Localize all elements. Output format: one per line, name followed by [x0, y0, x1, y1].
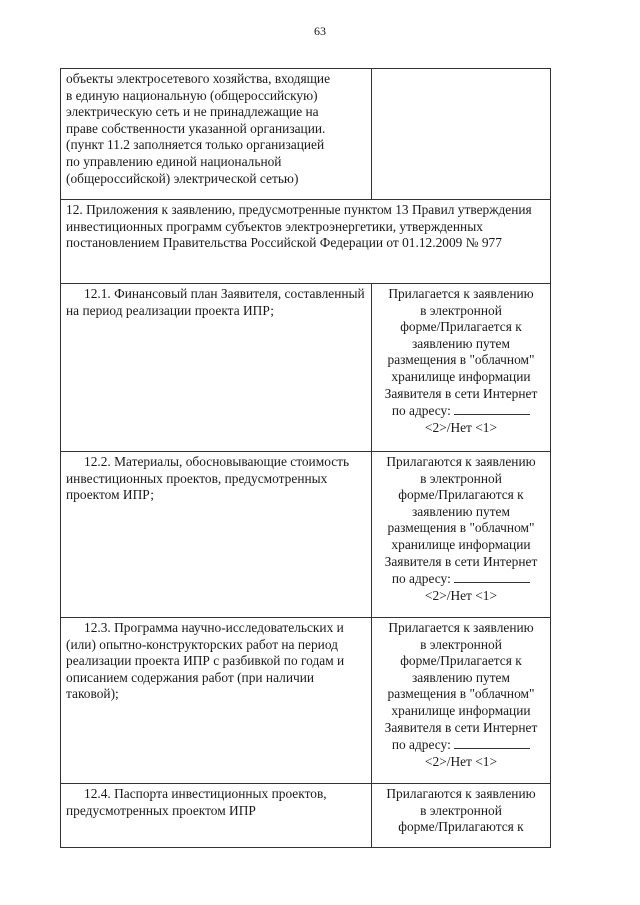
address-blank [454, 402, 530, 415]
status-line: <2>/Нет <1> [424, 753, 498, 769]
status-line: Заявителя в сети Интернет [384, 553, 538, 569]
status-line: размещения в "облачном" [387, 686, 535, 702]
status-line: в электронной [420, 470, 502, 486]
text-line: (пункт 11.2 заполняется только организацией [66, 137, 325, 153]
text-line: электрическую сеть и не принадлежащие на [66, 104, 319, 120]
address-line [377, 736, 545, 754]
status-line: Прилагается к заявлению [388, 286, 534, 301]
status-line: форме/Прилагаются к [398, 819, 524, 835]
table-row [61, 284, 551, 452]
item-description: 12.2. Материалы, обосновывающие стоимость инвестиционных проектов, предусмотренных проектом ИПР; [61, 452, 372, 618]
item-status [372, 784, 551, 848]
status-line: заявлению путем [412, 335, 510, 351]
section-12-heading: 12. Приложения к заявлению, предусмотренные пунктом 13 Правил утверждения инвестиционных программ субъектов электроэнергетики, утвержденных постановлением Правительства Российской Федерации от 01.12.2009 № 977 [61, 200, 551, 284]
status-line: размещения в "облачном" [387, 520, 535, 536]
address-label: по адресу: [391, 737, 451, 753]
page-number: 63 [314, 24, 326, 38]
status-line: заявлению путем [412, 669, 510, 685]
status-line: Заявителя в сети Интернет [384, 385, 538, 401]
table-row [61, 452, 551, 618]
continuation-cell [61, 69, 372, 200]
item-description: 12.3. Программа научно-исследовательских и (или) опытно-конструкторских работ на период реализации проекта ИПР с разбивкой по годам и описанием содержания работ (при наличии таковой); [61, 618, 372, 784]
status-line: <2>/Нет <1> [424, 419, 498, 435]
address-blank [454, 570, 530, 583]
status-line: в электронной [420, 636, 502, 652]
item-description: 12.4. Паспорта инвестиционных проектов, предусмотренных проектом ИПР [61, 784, 372, 848]
status-line: Прилагаются к заявлению [386, 786, 536, 801]
text-line: объекты электросетевого хозяйства, входящие [66, 71, 331, 86]
status-line: Заявителя в сети Интернет [384, 719, 538, 735]
status-line: Прилагаются к заявлению [386, 454, 536, 469]
text-line: в единую национальную (общероссийскую) [66, 87, 318, 103]
status-line: форме/Прилагаются к [398, 487, 524, 503]
text-line: (общероссийской) электрической сетью) [66, 170, 299, 186]
status-line: <2>/Нет <1> [424, 587, 498, 603]
status-line: форме/Прилагается к [400, 319, 522, 335]
table-row [61, 69, 551, 200]
status-line: размещения в "облачном" [387, 352, 535, 368]
item-status [372, 452, 551, 618]
text-line: по управлению единой национальной [66, 153, 282, 169]
status-line: Прилагается к заявлению [388, 620, 534, 635]
item-status [372, 284, 551, 452]
status-line: форме/Прилагается к [400, 653, 522, 669]
address-line [377, 570, 545, 588]
status-line: в электронной [420, 802, 502, 818]
table-row [61, 618, 551, 784]
table-row [61, 784, 551, 848]
status-line: в электронной [420, 302, 502, 318]
section-row [61, 200, 551, 284]
address-line [377, 402, 545, 420]
application-table [60, 68, 551, 848]
address-label: по адресу: [391, 403, 451, 419]
address-blank [454, 736, 530, 749]
status-line: хранилище информации [391, 536, 531, 552]
item-status [372, 618, 551, 784]
status-line: хранилище информации [391, 368, 531, 384]
empty-cell [372, 69, 551, 200]
status-line: заявлению путем [412, 503, 510, 519]
item-description: 12.1. Финансовый план Заявителя, составленный на период реализации проекта ИПР; [61, 284, 372, 452]
text-line: праве собственности указанной организации. [66, 120, 326, 136]
status-line: хранилище информации [391, 702, 531, 718]
address-label: по адресу: [391, 571, 451, 587]
